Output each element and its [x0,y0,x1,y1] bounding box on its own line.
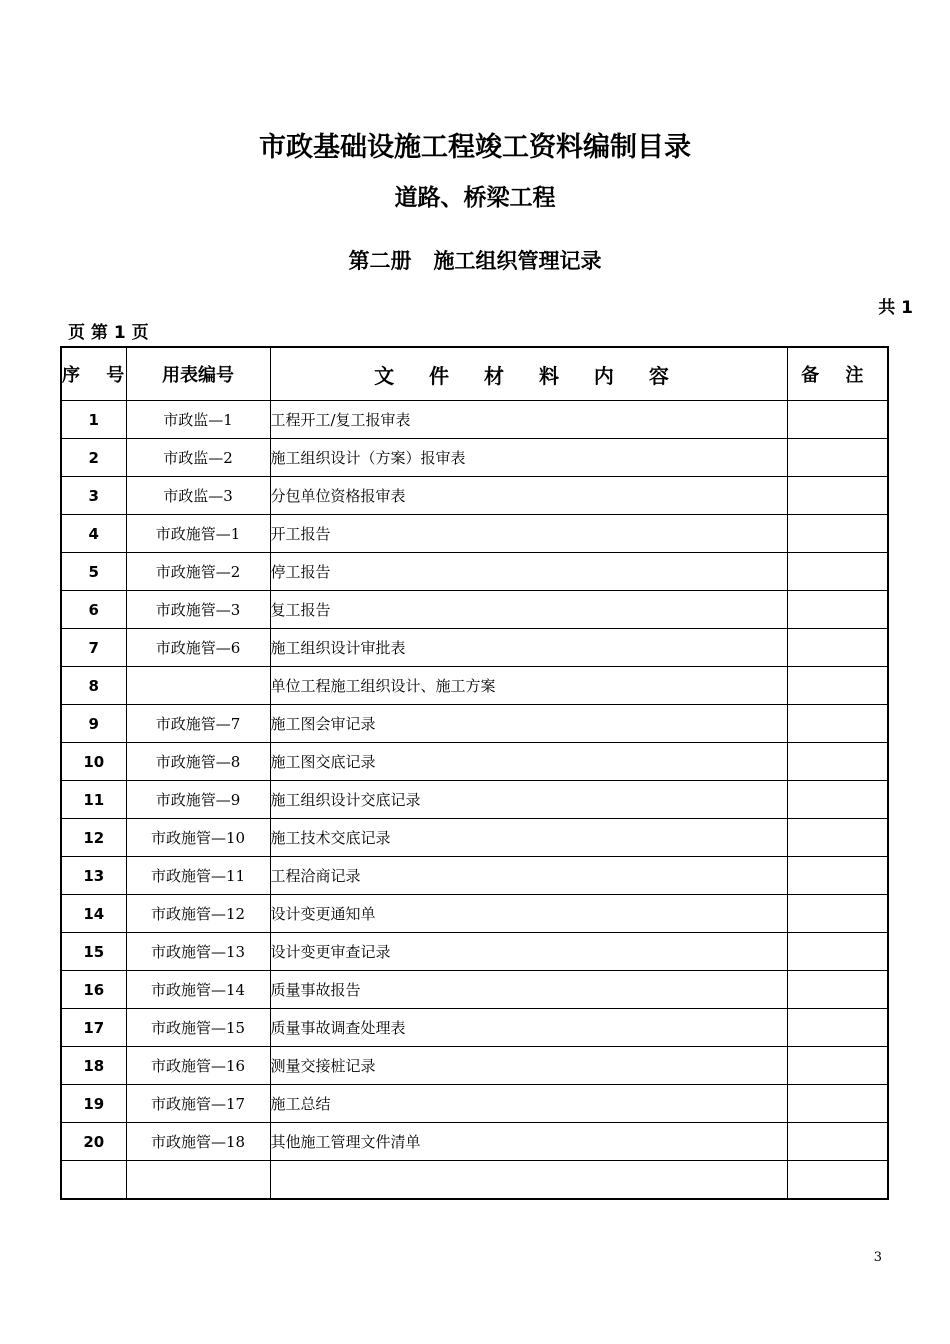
table-row [61,1123,888,1161]
row-form-code: 市政施管—7 [126,705,270,743]
row-serial-number: 13 [61,857,126,895]
row-remarks [787,629,888,667]
row-serial-number: 8 [61,667,126,705]
table-row [61,439,888,477]
row-remarks [787,971,888,1009]
document-subtitle: 道路、桥梁工程 [394,185,556,211]
row-file-content: 设计变更通知单 [270,895,787,933]
table-header-row [61,347,888,401]
row-serial-number: 16 [61,971,126,1009]
row-form-code: 市政施管—6 [126,629,270,667]
table-row [61,895,888,933]
table-row [61,933,888,971]
catalog-table [60,346,889,1200]
row-serial-number: 1 [61,401,126,439]
row-file-content: 停工报告 [270,553,787,591]
header-file-content: 文 件 材 料 内 容 [270,347,787,401]
row-remarks [787,591,888,629]
row-remarks [787,1047,888,1085]
table-row [61,1047,888,1085]
row-form-code: 市政施管—1 [126,515,270,553]
row-serial-number: 9 [61,705,126,743]
row-form-code [126,667,270,705]
table-row [61,553,888,591]
row-serial-number: 5 [61,553,126,591]
row-file-content: 质量事故报告 [270,971,787,1009]
row-file-content: 施工图交底记录 [270,743,787,781]
row-serial-number [61,1161,126,1200]
row-form-code: 市政施管—11 [126,857,270,895]
row-serial-number: 20 [61,1123,126,1161]
row-form-code: 市政施管—15 [126,1009,270,1047]
row-form-code: 市政施管—8 [126,743,270,781]
header-remarks: 备 注 [787,347,888,401]
table-row [61,1085,888,1123]
table-row [61,819,888,857]
row-remarks [787,895,888,933]
page-current: 页 第 1 页 [68,323,149,343]
row-form-code: 市政施管—17 [126,1085,270,1123]
row-file-content: 施工技术交底记录 [270,819,787,857]
row-serial-number: 10 [61,743,126,781]
row-serial-number: 18 [61,1047,126,1085]
row-remarks [787,667,888,705]
row-file-content: 设计变更审查记录 [270,933,787,971]
row-file-content: 单位工程施工组织设计、施工方案 [270,667,787,705]
volume-number: 第二册 [348,249,412,273]
table-row [61,477,888,515]
row-remarks [787,857,888,895]
row-serial-number: 2 [61,439,126,477]
row-form-code: 市政施管—16 [126,1047,270,1085]
row-remarks [787,1123,888,1161]
row-form-code: 市政施管—18 [126,1123,270,1161]
row-remarks [787,553,888,591]
row-serial-number: 7 [61,629,126,667]
table-row [61,971,888,1009]
row-serial-number: 19 [61,1085,126,1123]
row-file-content: 施工总结 [270,1085,787,1123]
row-form-code: 市政施管—2 [126,553,270,591]
row-file-content: 施工组织设计（方案）报审表 [270,439,787,477]
row-remarks [787,743,888,781]
table-row [61,1009,888,1047]
row-serial-number: 3 [61,477,126,515]
row-serial-number: 15 [61,933,126,971]
row-serial-number: 12 [61,819,126,857]
row-file-content: 其他施工管理文件清单 [270,1123,787,1161]
row-remarks [787,1009,888,1047]
page-total: 共 1 [878,298,913,318]
table-row [61,781,888,819]
row-remarks [787,1085,888,1123]
row-serial-number: 17 [61,1009,126,1047]
row-form-code: 市政监—2 [126,439,270,477]
table-row [61,401,888,439]
header-form-code: 用表编号 [126,347,270,401]
row-remarks [787,439,888,477]
row-serial-number: 14 [61,895,126,933]
row-file-content: 施工图会审记录 [270,705,787,743]
row-remarks [787,705,888,743]
row-serial-number: 4 [61,515,126,553]
row-file-content: 施工组织设计审批表 [270,629,787,667]
row-file-content: 工程开工/复工报审表 [270,401,787,439]
row-remarks [787,1161,888,1200]
table-row [61,515,888,553]
table-row [61,667,888,705]
table-row [61,629,888,667]
document-title: 市政基础设施工程竣工资料编制目录 [259,132,691,163]
row-file-content: 开工报告 [270,515,787,553]
table-row [61,1161,888,1200]
header-serial-number: 序 号 [61,347,126,401]
row-file-content: 复工报告 [270,591,787,629]
volume-heading [0,246,950,276]
row-file-content [270,1161,787,1200]
row-file-content: 工程洽商记录 [270,857,787,895]
row-form-code: 市政施管—3 [126,591,270,629]
row-serial-number: 6 [61,591,126,629]
row-form-code [126,1161,270,1200]
row-remarks [787,933,888,971]
row-form-code: 市政监—1 [126,401,270,439]
table-row [61,743,888,781]
row-file-content: 施工组织设计交底记录 [270,781,787,819]
row-remarks [787,401,888,439]
row-file-content: 测量交接桩记录 [270,1047,787,1085]
volume-name: 施工组织管理记录 [433,249,602,273]
row-file-content: 质量事故调查处理表 [270,1009,787,1047]
table-row [61,591,888,629]
row-form-code: 市政施管—9 [126,781,270,819]
page-number: 3 [873,1250,882,1265]
row-serial-number: 11 [61,781,126,819]
row-form-code: 市政监—3 [126,477,270,515]
row-form-code: 市政施管—12 [126,895,270,933]
row-remarks [787,819,888,857]
row-remarks [787,781,888,819]
table-row [61,705,888,743]
row-form-code: 市政施管—14 [126,971,270,1009]
row-remarks [787,477,888,515]
row-form-code: 市政施管—10 [126,819,270,857]
row-file-content: 分包单位资格报审表 [270,477,787,515]
table-row [61,857,888,895]
row-form-code: 市政施管—13 [126,933,270,971]
row-remarks [787,515,888,553]
